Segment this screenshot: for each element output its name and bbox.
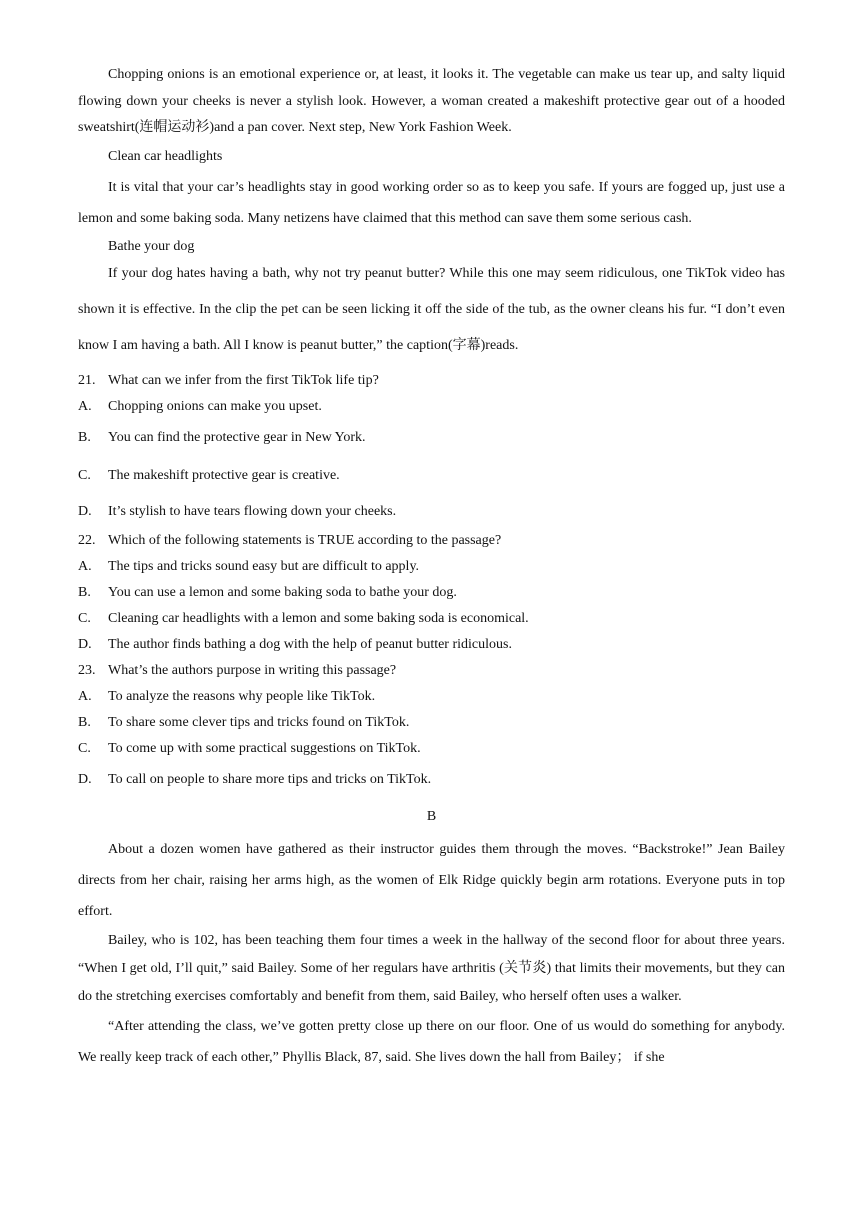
option-text: You can use a lemon and some baking soda to bathe your dog.: [108, 584, 457, 600]
option-a: [78, 684, 785, 710]
option-letter: A.: [78, 688, 92, 704]
option-text: The makeshift protective gear is creative.: [108, 467, 340, 483]
question-22: [78, 528, 785, 658]
option-text: The tips and tricks sound easy but are difficult to apply.: [108, 558, 420, 574]
question-stem: [78, 368, 785, 394]
option-c: [78, 456, 785, 496]
option-letter: A.: [78, 558, 92, 574]
option-text: The author finds bathing a dog with the help of peanut butter ridiculous.: [108, 636, 512, 652]
passage-a-dog-paragraph: If your dog hates having a bath, why not try peanut butter? While this one may seem ridiculous, one TikTok video has shown it is effective. In the clip the pet can be seen licking it off the side of the tub, as the owner cleans his fur. “I don’t even know I am having a bath. All I know is peanut butter,” the caption(字幕)reads.: [78, 265, 785, 353]
passage-a-intro: Chopping onions is an emotional experience or, at least, it looks it. The vegetable can make us tear up, and salty liquid flowing down your cheeks is never a stylish look. However, a woman created a makeshift protective gear out of a hooded sweatshirt(连帽运动衫)and a pan cover. Next step, New York Fashion Week.: [78, 67, 785, 135]
option-letter: D.: [78, 636, 92, 652]
question-text: What can we infer from the first TikTok life tip?: [108, 372, 379, 388]
option-letter: D.: [78, 771, 92, 787]
passage-b-paragraph-3: “After attending the class, we’ve gotten pretty close up there on our floor. One of us would do something for anybody. We really keep track of each other,” Phyllis Black, 87, said. She lives down the hall from Bailey； if she: [78, 1018, 785, 1065]
option-letter: C.: [78, 467, 91, 483]
option-text: Chopping onions can make you upset.: [108, 398, 322, 414]
option-text: It’s stylish to have tears flowing down your cheeks.: [108, 503, 397, 519]
question-text: What’s the authors purpose in writing this passage?: [108, 662, 397, 678]
option-d: [78, 632, 785, 658]
passage-a-car-paragraph: It is vital that your car’s headlights stay in good working order so as to keep you safe. If yours are fogged up, just use a lemon and some baking soda. Many netizens have claimed that this method can save them some serious cash.: [78, 179, 785, 226]
question-21: [78, 368, 785, 528]
option-text: You can find the protective gear in New York.: [108, 429, 366, 445]
question-stem: [78, 658, 785, 684]
option-letter: A.: [78, 398, 92, 414]
passage-b-paragraph-2: Bailey, who is 102, has been teaching them four times a week in the hallway of the second floor for about three years. “When I get old, I’ll quit,” said Bailey. Some of her regulars have arthritis (关节炎) that limits their movements, but they can do the stretching exercises comfortably and benefit from them, said Bailey, who herself often uses a walker.: [78, 932, 785, 1004]
question-text: Which of the following statements is TRUE according to the passage?: [108, 532, 502, 548]
option-text: To analyze the reasons why people like TikTok.: [108, 688, 376, 704]
option-a: [78, 394, 785, 420]
option-text: Cleaning car headlights with a lemon and some baking soda is economical.: [108, 610, 529, 626]
passage-b-label: B: [426, 808, 437, 824]
option-letter: C.: [78, 740, 91, 756]
question-stem: [78, 528, 785, 554]
option-letter: C.: [78, 610, 91, 626]
question-number: 21.: [78, 372, 96, 388]
option-b: [78, 580, 785, 606]
option-text: To share some clever tips and tricks found on TikTok.: [108, 714, 410, 730]
option-b: [78, 420, 785, 456]
passage-b-paragraph-1: About a dozen women have gathered as their instructor guides them through the moves. “Backstroke!” Jean Bailey directs from her chair, raising her arms high, as the women of Elk Ridge quickly begin arm rotations. Everyone puts in top effort.: [78, 841, 785, 919]
question-number: 23.: [78, 662, 96, 678]
option-letter: B.: [78, 584, 91, 600]
question-23: [78, 658, 785, 798]
option-d: [78, 496, 785, 528]
option-b: [78, 710, 785, 736]
option-letter: D.: [78, 503, 92, 519]
option-c: [78, 606, 785, 632]
heading-bathe-your-dog: Bathe your dog: [108, 238, 195, 254]
option-text: To call on people to share more tips and tricks on TikTok.: [108, 771, 432, 787]
option-letter: B.: [78, 429, 91, 445]
exam-page: [78, 62, 785, 1073]
heading-clean-car-headlights: Clean car headlights: [108, 148, 223, 164]
option-a: [78, 554, 785, 580]
option-letter: B.: [78, 714, 91, 730]
option-d: [78, 762, 785, 798]
option-c: [78, 736, 785, 762]
option-text: To come up with some practical suggestions on TikTok.: [108, 740, 421, 756]
question-number: 22.: [78, 532, 96, 548]
